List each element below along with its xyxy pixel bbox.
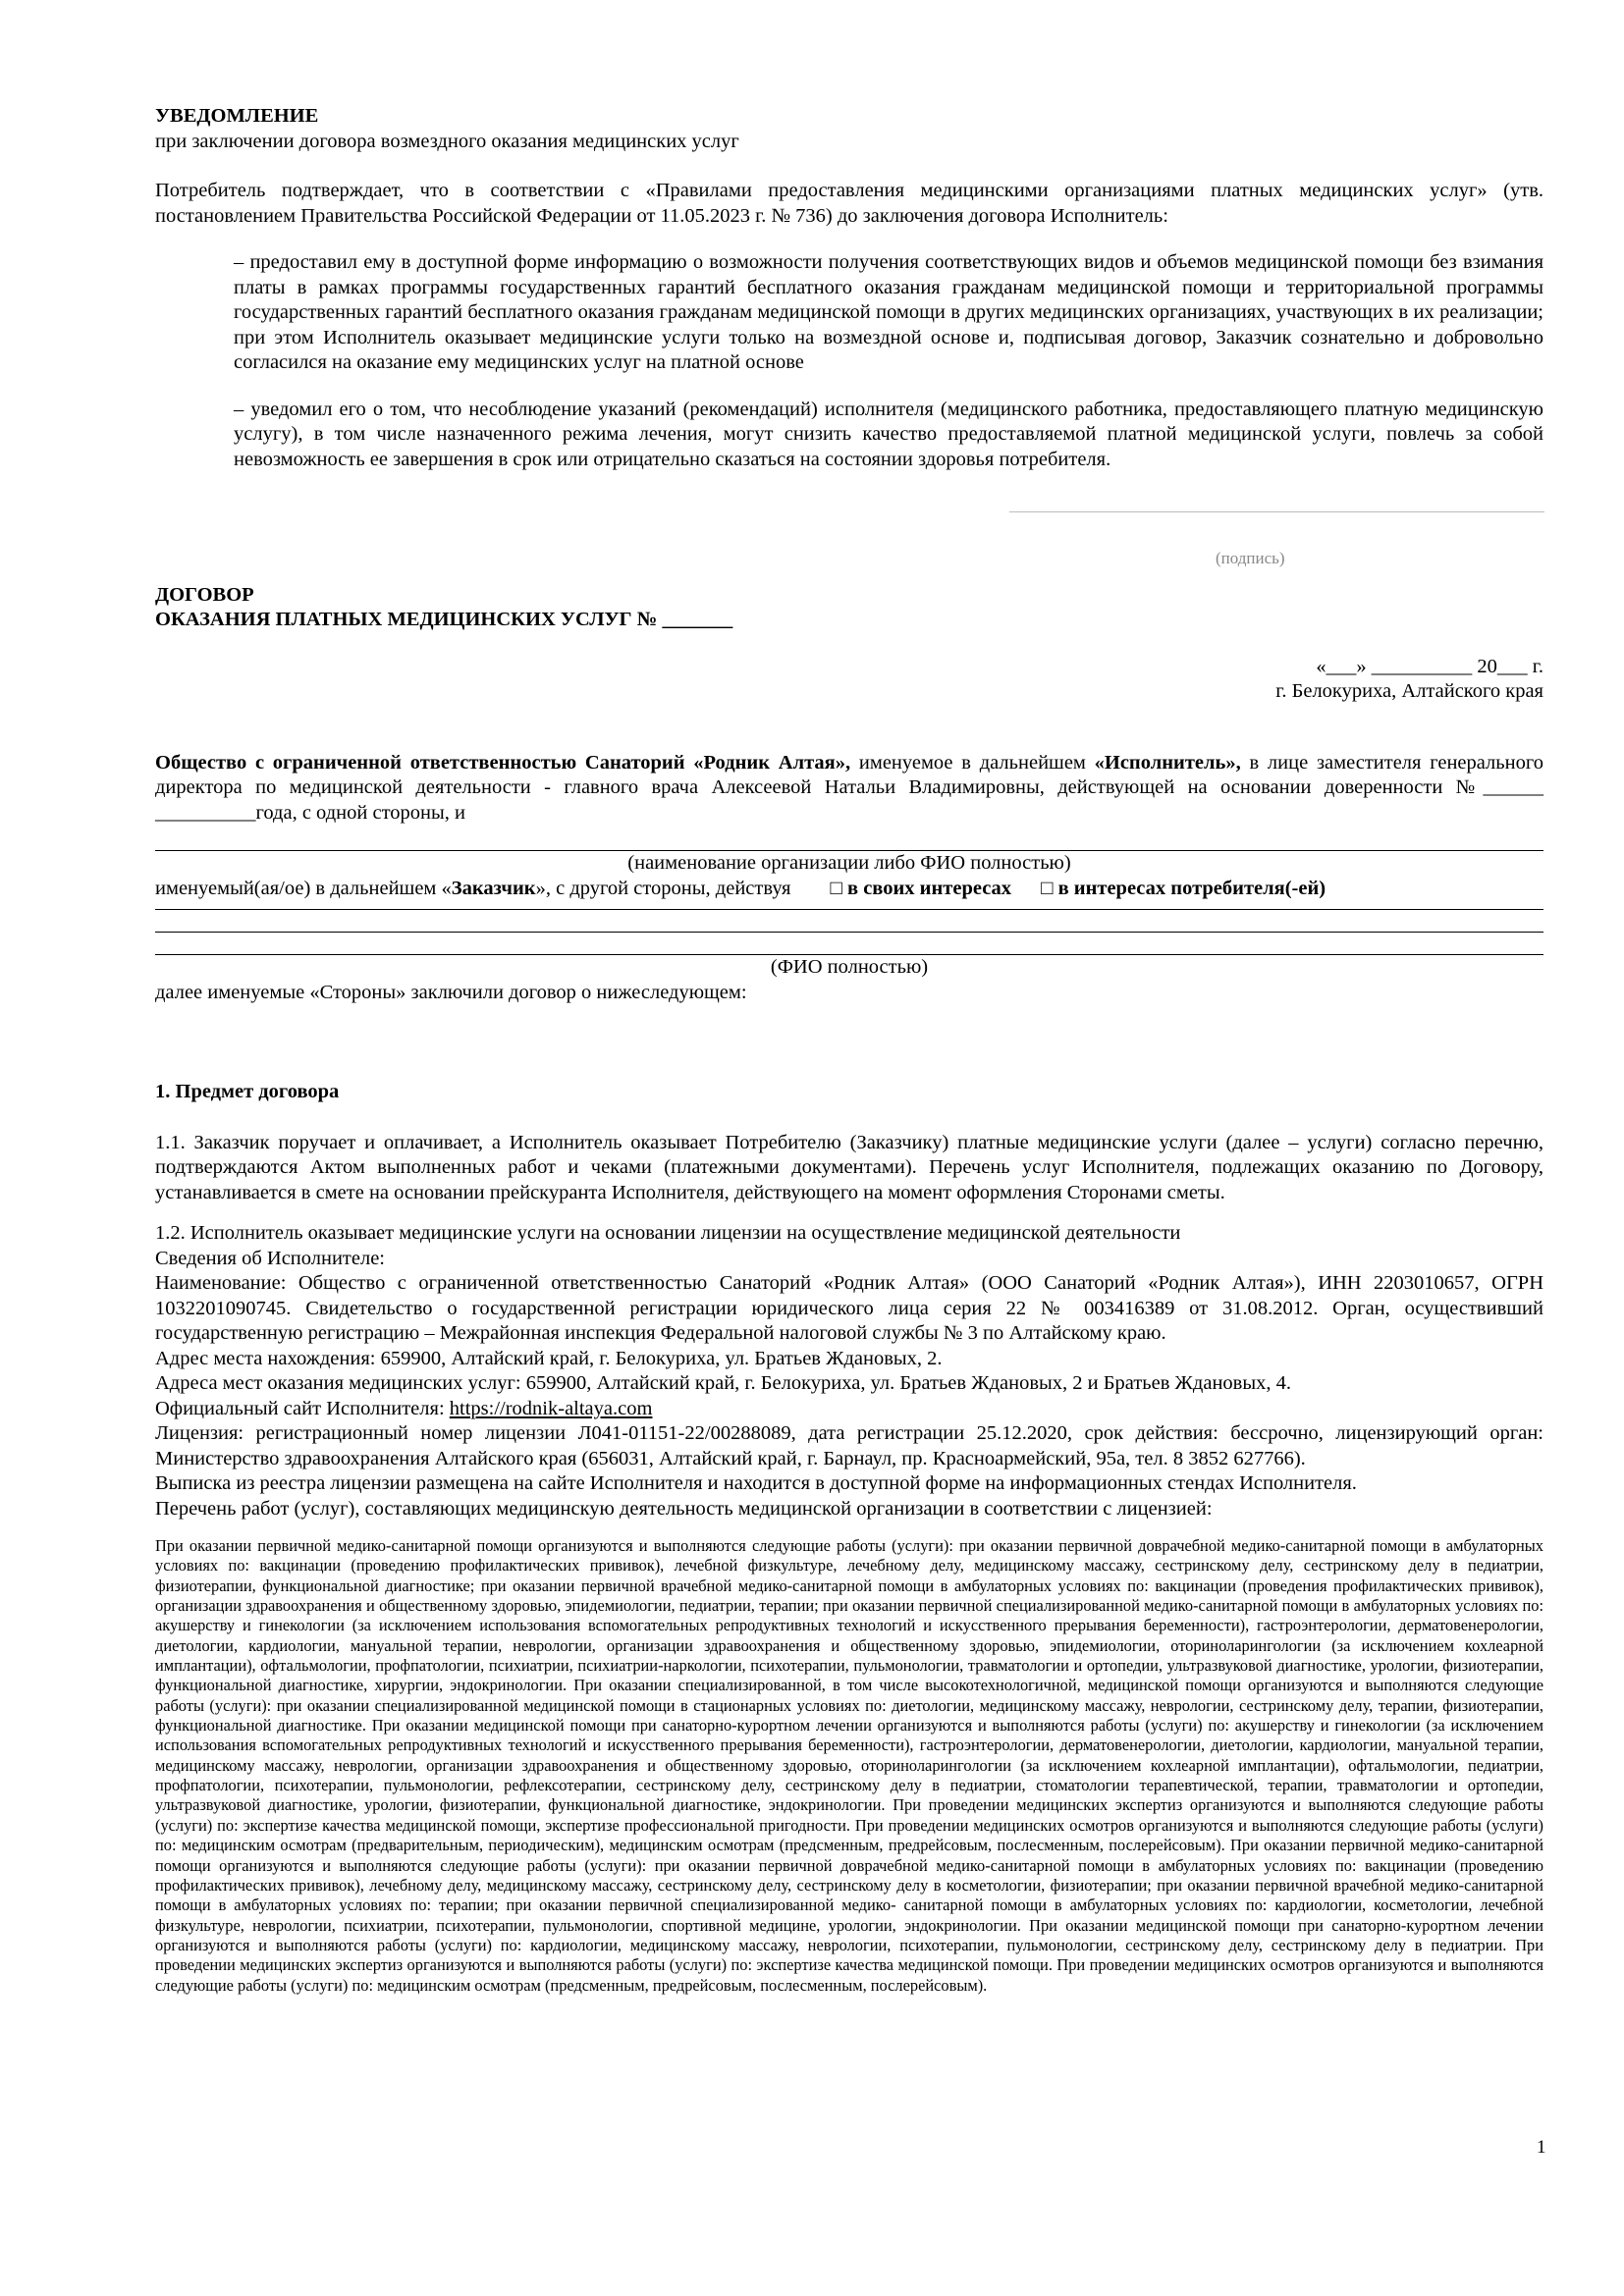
works-list: При оказании первичной медико-санитарной помощи организуются и выполняются следующие работы (услуги): при оказании первичной доврачебной медико-санитарной помощи в амбулаторных условиях по: вакцинации (проведению профилактических прививок), лечебной физкультуре, лечебному делу, медицинскому массажу, сестринскому делу, сестринскому делу в педиатрии, физиотерапии, функциональной диагностике; при оказании первичной врачебной медико-санитарной помощи в амбулаторных условиях по: вакцинации (проведения профилактических прививок), организации здравоохранения и общественному здоровью, эпидемиологии, педиатрии, терапии; при оказании первичной специализированной медико-санитарной помощи в амбулаторных условиях по: акушерству и гинекологии (за исключением использования вспомогательных репродуктивных технологий и искусственного прерывания беременности), гастроэнтерологии, дерматовенерологии, диетологии, кардиологии, мануальной терапии, неврологии, организации здравоохранения и общественному здоровью, эпидемиологии, оториноларингологии (за исключением кохлеарной имплантации), офтальмологии, профпатологии, психиатрии, психиатрии-наркологии, психотерапии, пульмонологии, травматологии и ортопедии, ультразвуковой диагностике, урологии, физиотерапии, функциональной диагностике, хирургии, эндокринологии. При оказании специализированной, в том числе высокотехнологичной, медицинской помощи организуются и выполняются следующие работы (услуги): при оказании специализированной медицинской помощи в стационарных условиях по: диетологии, медицинскому массажу, неврологии, сестринскому делу, терапии, физиотерапии, функциональной диагностике. При оказании медицинской помощи при санаторно-курортном лечении организуются и выполняются работы (услуги) по: акушерству и гинекологии (за исключением использования вспомогательных репродуктивных технологий и искусственного прерывания беременности), гастроэнтерологии, дерматовенерологии, диетологии, кардиологии, мануальной терапии, медицинскому массажу, неврологии, организации здравоохранения и общественному здоровью, оториноларингологии (за исключением кохлеарной имплантации), офтальмологии, педиатрии, профпатологии, психотерапии, пульмонологии, рефлексотерапии, сестринскому делу, сестринскому делу в педиатрии, стоматологии терапевтической, терапии, травматологии и ортопедии, ультразвуковой диагностике, урологии, физиотерапии, функциональной диагностике, эндокринологии. При проведении медицинских экспертиз организуются и выполняются следующие работы (услуги) по: экспертизе качества медицинской помощи, экспертизе профессиональной пригодности. При проведении медицинских осмотров организуются и выполняются следующие работы (услуги) по: медицинским осмотрам (предварительным, периодическим), медицинским осмотрам (предсменным, предрейсовым, послесменным, послерейсовым). При оказании первичной медико-санитарной помощи организуются и выполняются следующие работы (услуги): при оказании первичной доврачебной медико-санитарной помощи в амбулаторных условиях по: вакцинации (проведению профилактических прививок), лечебному делу, медицинскому массажу, сестринскому делу, сестринскому делу в косметологии, физиотерапии; при оказании первичной врачебной медико-санитарной помощи в амбулаторных условиях по: терапии; при оказании первичной специализированной медико- санитарной помощи в амбулаторных условиях по: кардиологии, косметологии, лечебной физкультуре, неврологии, психиатрии, психотерапии, пульмонологии, спортивной медицине, урологии, эндокринологии. При оказании медицинской помощи при санаторно-курортном лечении организуются и выполняются работы (услуги) по: кардиологии, медицинскому массажу, неврологии, психотерапии, пульмонологии, сестринскому делу, сестринскому делу в педиатрии. При проведении медицинских экспертиз организуются и выполняются работы (услуги) по: экспертизе качества медицинской помощи. При проведении медицинских осмотров организуются и выполняются следующие работы (услуги) по: медицинским осмотрам (предсменным, предрейсовым, послесменным, послерейсовым). [155,1536,1543,1995]
clause-1-1: 1.1. Заказчик поручает и оплачивает, а Исполнитель оказывает Потребителю (Заказчику) платные медицинские услуги (далее – услуги) согласно перечню, подтверждаются Актом выполненных работ и чеками (платежными документами). Перечень услуг Исполнителя, подлежащих оказанию по Договору, устанавливается в смете на основании прейскуранта Исполнителя, действующего на момент оформления Сторонами сметы. [155,1131,1543,1203]
executor-name-line: Наименование: Общество с ограниченной ответственностью Санаторий «Родник Алтая» (ООО Санаторий «Родник Алтая»), ИНН 2203010657, ОГРН 1032201090745. Свидетельство о государственной регистрации юридического лица серия 22 № 003416389 от 31.08.2012. Орган, осуществивший государственную регистрацию – Межрайонная инспекция Федеральной налоговой службы № 3 по Алтайскому краю. [155,1272,1543,1344]
customer-label: Заказчик [451,877,536,899]
signature-caption: (подпись) [1216,549,1285,567]
executor-service-address: Адреса мест оказания медицинских услуг: 659900, Алтайский край, г. Белокуриха, ул. Братьев Ждановых, 2 и Братьев Ждановых, 4. [155,1372,1291,1394]
customer-text-2: », с другой стороны, действуя [535,877,791,899]
fio-line-1 [155,901,1543,910]
executor-name: Общество с ограниченной ответственностью Санаторий «Родник Алтая», [155,751,851,774]
signature-line [1009,511,1544,512]
executor-address: Адрес места нахождения: 659900, Алтайский край, г. Белокуриха, ул. Братьев Ждановых, 2. [155,1347,943,1369]
notice-title: УВЕДОМЛЕНИЕ [155,105,319,127]
document-page [155,98,1543,1996]
option-consumer-interests: □ в интересах потребителя(-ей) [1041,877,1326,899]
notice-item-1: – предоставил ему в доступной форме информацию о возможности получения соответствующих видов и объемов медицинской помощи без взимания платы в рамках программы государственных гарантий бесплатного оказания гражданам медицинской помощи и территориальной программы государственных гарантий бесплатного оказания гражданам медицинской помощи в других медицинских организациях, участвующих в их реализации; при этом Исполнитель оказывает медицинские услуги только на возмездной основе и, подписывая договор, Заказчик сознательно и добровольно согласился на оказание ему медицинских услуг на платной основе [234,251,1543,373]
notice-item-2: – уведомил его о том, что несоблюдение указаний (рекомендаций) исполнителя (медицинского работника, предоставляющего платную медицинскую услугу), в том числе назначенного режима лечения, могут снизить качество предоставляемой платной медицинской услуги, повлечь за собой невозможность ее завершения в срок или отрицательно сказаться на состоянии здоровья потребителя. [234,398,1543,470]
contract-place: г. Белокуриха, Алтайского края [1275,680,1543,702]
website-link[interactable]: https://rodnik-altaya.com [449,1397,653,1419]
section-1-heading: 1. Предмет договора [155,1081,340,1102]
executor-text-2: в лице заместителя генерального директора по медицинской деятельности - главного врача Алексеевой Натальи Владимировны, действующей на основании доверенности №______ __________года, с одной стороны, и [155,751,1543,824]
fio-line-3 [155,933,1543,955]
notice-intro: Потребитель подтверждает, что в соответствии с «Правилами предоставления медицинскими организациями платных медицинских услуг» (утв. постановлением Правительства Российской Федерации от 11.05.2023 г. № 736) до заключения договора Исполнитель: [155,180,1543,227]
fio-line-2 [155,910,1543,933]
executor-website [155,1397,1543,1422]
page-number: 1 [1537,2137,1546,2158]
contract-parties [155,751,1543,827]
executor-text-1: именуемое в дальнейшем [850,751,1095,774]
executor-license: Лицензия: регистрационный номер лицензии Л041-01151-22/00288089, дата регистрации 25.12.2020, срок действия: бессрочно, лицензирующий орган: Министерство здравоохранения Алтайского края (656031, Алтайский край, г. Барнаул, пр. Красноармейский, 95а, тел. 8 3852 627766). [155,1422,1543,1469]
fio-caption: (ФИО полностью) [770,956,929,978]
clause-1-2: 1.2. Исполнитель оказывает медицинские услуги на основании лицензии на осуществление медицинской деятельности [155,1222,1181,1244]
executor-label: «Исполнитель», [1094,751,1241,774]
customer-text-1: именуемый(ая/ое) в дальнейшем « [155,877,452,899]
license-extract: Выписка из реестра лицензии размещена на сайте Исполнителя и находится в доступной форме на информационных стендах Исполнителя. [155,1472,1357,1494]
org-caption: (наименование организации либо ФИО полностью) [627,852,1071,874]
contract-closing: далее именуемые «Стороны» заключили договор о нижеследующем: [155,981,747,1003]
contract-date: «___» __________ 20___ г. [1316,655,1543,677]
website-label: Официальный сайт Исполнителя: [155,1397,450,1419]
option-own-interests: □ в своих интересах [830,877,1012,899]
customer-clause [155,877,1543,902]
executor-info-heading: Сведения об Исполнителе: [155,1247,385,1269]
notice-subtitle: при заключении договора возмездного оказания медицинских услуг [155,130,739,152]
contract-number: ОКАЗАНИЯ ПЛАТНЫХ МЕДИЦИНСКИХ УСЛУГ № _______ [155,609,733,630]
contract-title: ДОГОВОР [155,583,254,606]
customer-name-line [155,826,1543,851]
works-intro: Перечень работ (услуг), составляющих медицинскую деятельность медицинской организации в соответствии с лицензией: [155,1497,1213,1520]
